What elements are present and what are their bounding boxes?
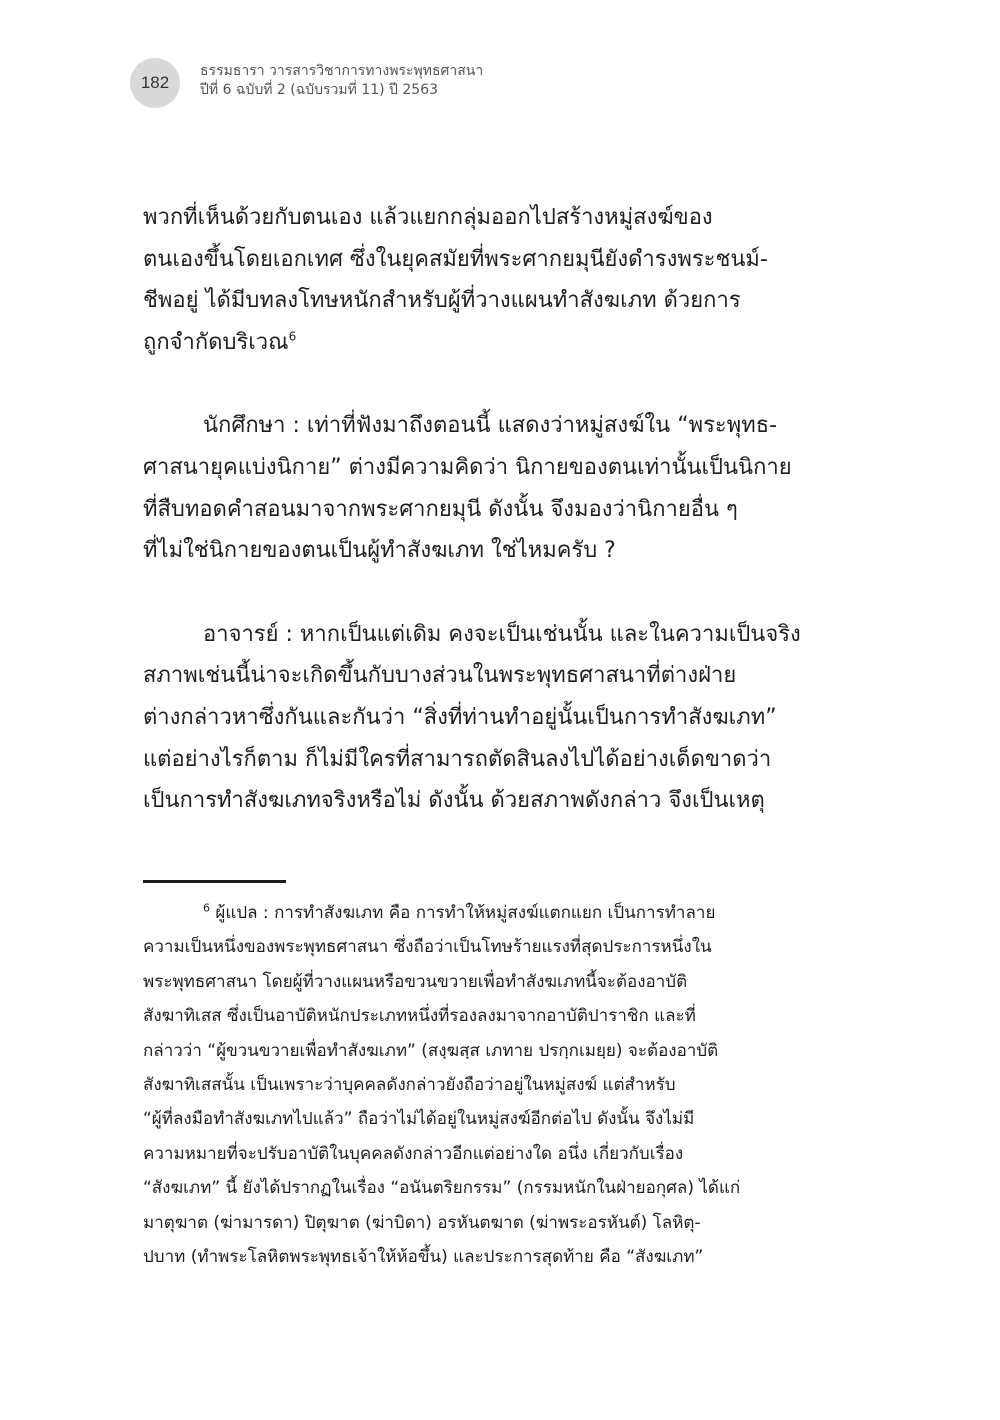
running-header bbox=[200, 62, 483, 100]
footnote-line: สังฆาทิเสสนั้น เป็นเพราะว่าบุคคลดังกล่าวยังถือว่าอยู่ในหมู่สงฆ์ แต่สำหรับ bbox=[143, 1074, 676, 1095]
footnote-line: กล่าวว่า “ผู้ขวนขวายเพื่อทำสังฆเภท” (สงฺฆสฺส เภทาย ปรกฺกเมยฺย) จะต้องอาบัติ bbox=[143, 1040, 719, 1061]
page-number: 182 bbox=[130, 58, 180, 108]
footnote-line: สังฆาทิเสส ซึ่งเป็นอาบัติหนักประเภทหนึ่งที่รองลงมาจากอาบัติปาราชิก และที่ bbox=[143, 1006, 696, 1027]
footnote-divider bbox=[143, 880, 286, 883]
footnote-line: ความเป็นหนึ่งของพระพุทธศาสนา ซึ่งถือว่าเป็นโทษร้ายแรงที่สุดประการหนึ่งใน bbox=[143, 937, 712, 958]
footnote-line: “ผู้ที่ลงมือทำสังฆเภทไปแล้ว” ถือว่าไม่ได้อยู่ในหมู่สงฆ์อีกต่อไป ดังนั้น จึงไม่มี bbox=[143, 1109, 695, 1130]
footnote bbox=[143, 896, 833, 1274]
main-text bbox=[143, 197, 833, 822]
footnote-reference[interactable]: 6 bbox=[288, 329, 297, 344]
text-line: ศาสนายุคแบ่งนิกาย” ต่างมีความคิดว่า นิกายของตนเท่านั้นเป็นนิกาย bbox=[143, 454, 792, 480]
paragraph-2 bbox=[143, 405, 833, 571]
footnote-line bbox=[143, 896, 833, 930]
text-line: ต่างกล่าวหาซึ่งกันและกันว่า “สิ่งที่ท่านทำอยู่นั้นเป็นการทำสังฆเภท” bbox=[143, 704, 777, 730]
text-line: ที่ไม่ใช่นิกายของตนเป็นผู้ทำสังฆเภท ใช่ไหมครับ ? bbox=[143, 538, 616, 564]
text-line: ถูกจำกัดบริเวณ bbox=[143, 329, 289, 355]
footnote-line: ความหมายที่จะปรับอาบัติในบุคคลดังกล่าวอีกแต่อย่างใด อนึ่ง เกี่ยวกับเรื่อง bbox=[143, 1143, 684, 1164]
footnote-line: มาตุฆาต (ฆ่ามารดา) ปิตุฆาต (ฆ่าบิดา) อรหันตฆาต (ฆ่าพระอรหันต์) โลหิตุ- bbox=[143, 1212, 701, 1233]
paragraph-3 bbox=[143, 614, 833, 822]
paragraph-1 bbox=[143, 197, 833, 363]
text-line: สภาพเช่นนี้น่าจะเกิดขึ้นกับบางส่วนในพระพุทธศาสนาที่ต่างฝ่าย bbox=[143, 663, 737, 689]
text-line: ตนเองขึ้นโดยเอกเทศ ซึ่งในยุคสมัยที่พระศากยมุนียังดำรงพระชนม์- bbox=[143, 246, 768, 272]
text-line: ชีพอยู่ ได้มีบทลงโทษหนักสำหรับผู้ที่วางแผนทำสังฆเภท ด้วยการ bbox=[143, 288, 741, 314]
footnote-line: “สังฆเภท” นี้ ยังได้ปรากฏในเรื่อง “อนันตริยกรรม” (กรรมหนักในฝ่ายอกุศล) ได้แก่ bbox=[143, 1178, 741, 1199]
text-line: แต่อย่างไรก็ตาม ก็ไม่มีใครที่สามารถตัดสินลงไปได้อย่างเด็ดขาดว่า bbox=[143, 746, 772, 772]
text-line-with-footnote bbox=[143, 322, 833, 364]
text-line: ที่สืบทอดคำสอนมาจากพระศากยมุนี ดังนั้น จึงมองว่านิกายอื่น ๆ bbox=[143, 496, 738, 522]
text-line: อาจารย์ : หากเป็นแต่เดิม คงจะเป็นเช่นนั้น และในความเป็นจริง bbox=[203, 621, 801, 647]
journal-title: ธรรมธารา วารสารวิชาการทางพระพุทธศาสนา bbox=[200, 63, 484, 79]
text-line: นักศึกษา : เท่าที่ฟังมาถึงตอนนี้ แสดงว่าหมู่สงฆ์ใน “พระพุทธ- bbox=[203, 413, 778, 439]
text-line: เป็นการทำสังฆเภทจริงหรือไม่ ดังนั้น ด้วยสภาพดังกล่าว จึงเป็นเหตุ bbox=[143, 788, 765, 814]
footnote-line: ปบาท (ทำพระโลหิตพระพุทธเจ้าให้ห้อขึ้น) และประการสุดท้าย คือ “สังฆเภท” bbox=[143, 1246, 704, 1267]
text-line: พวกที่เห็นด้วยกับตนเอง แล้วแยกกลุ่มออกไปสร้างหมู่สงฆ์ของ bbox=[143, 205, 713, 230]
footnote-text: ผู้แปล : การทำสังฆเภท คือ การทำให้หมู่สงฆ์แตกแยก เป็นการทำลาย bbox=[215, 903, 716, 923]
footnote-number: 6 bbox=[203, 901, 210, 915]
issue-info: ปีที่ 6 ฉบับที่ 2 (ฉบับรวมที่ 11) ปี 2563 bbox=[200, 82, 439, 98]
footnote-line: พระพุทธศาสนา โดยผู้ที่วางแผนหรือขวนขวายเพื่อทำสังฆเภทนี้จะต้องอาบัติ bbox=[143, 971, 688, 992]
